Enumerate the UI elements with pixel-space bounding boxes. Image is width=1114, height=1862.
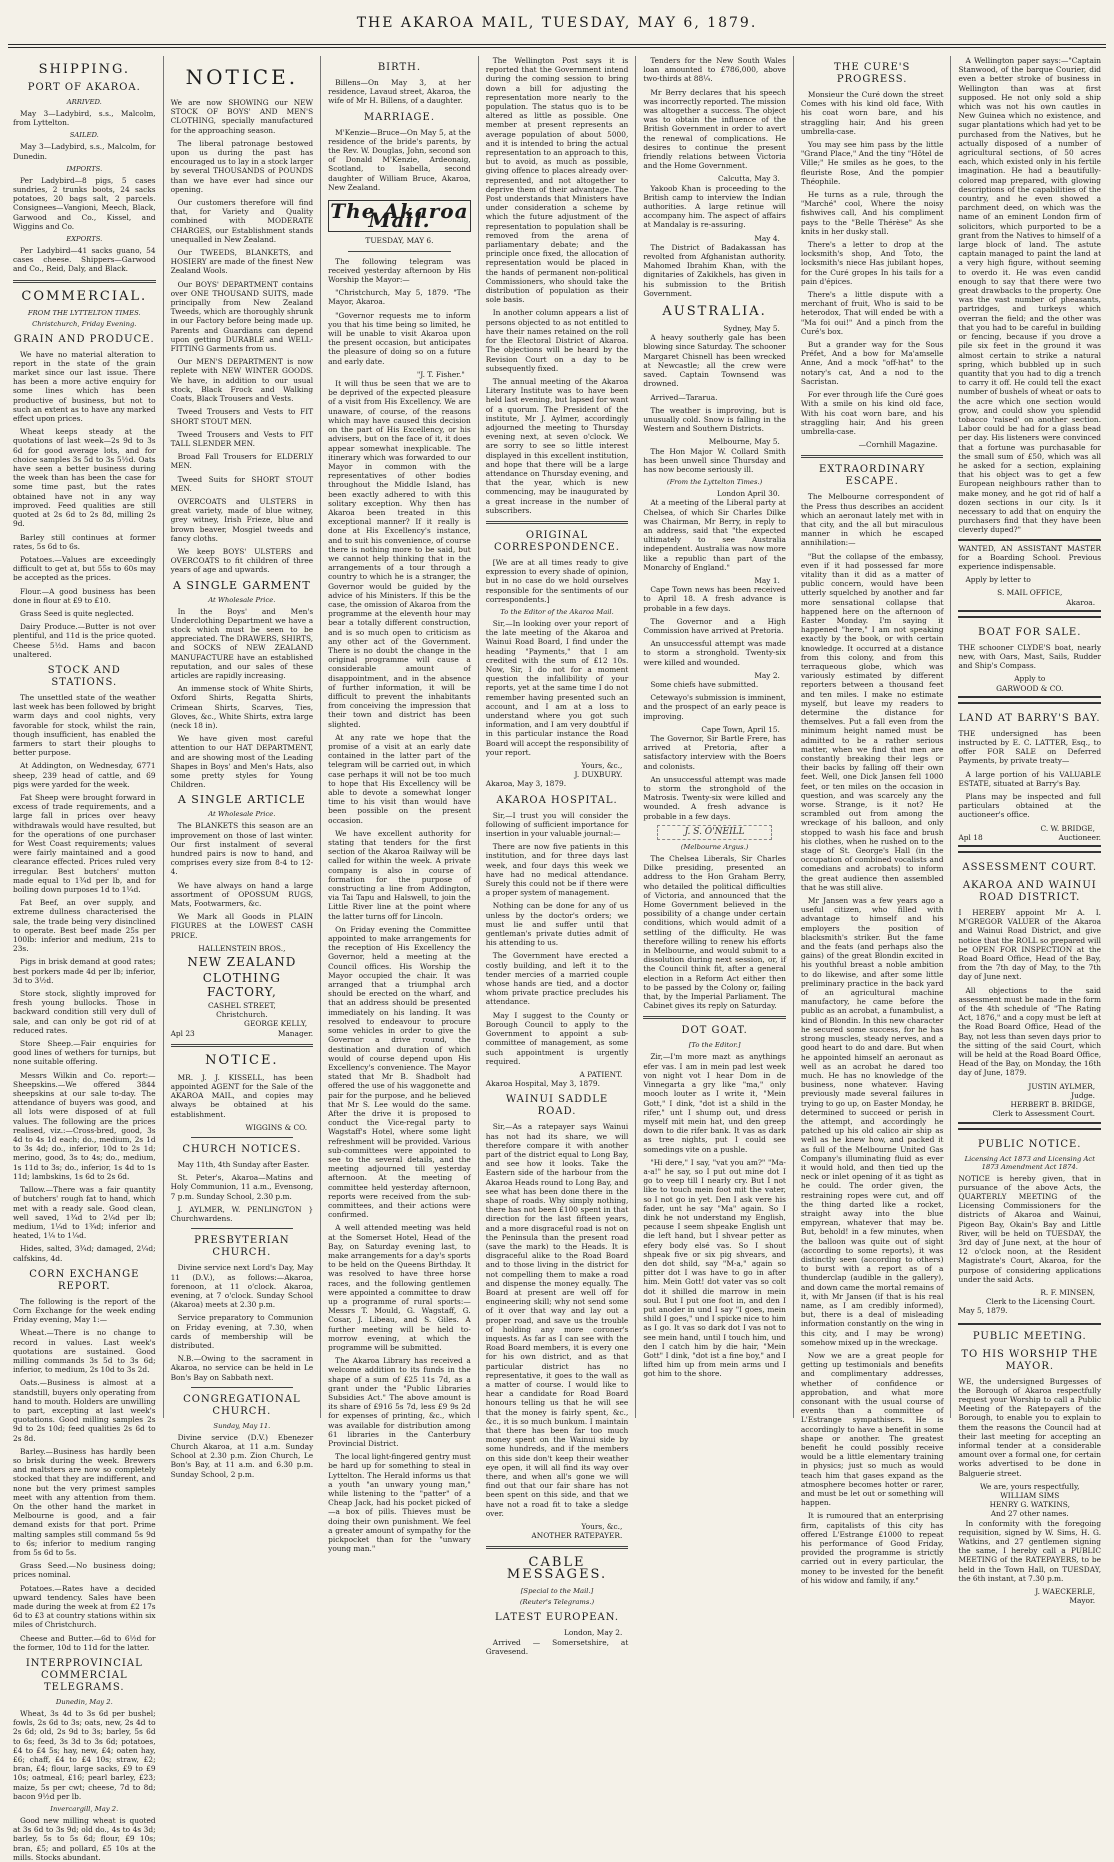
paragraph: Apply by letter to [965,575,1031,585]
sub-dateline: Sunday, May 11. [213,1421,271,1430]
paragraph: Good new milling wheat is quoted at 3s 6d to 3s 9d; old do., 4s to 4s 3d; barley, 5s to 5s 6d; flour, £9 10s; bran, £5; and pollard, £5 10s at the mills. Stocks abundant. [13,1816,156,1862]
paragraph: Wheat keeps steady at the quotations of last week—2s 9d to 3s 6d for good average lots, and for choice samples 3s 5d to 3s 5½d. Oats have seen a better business during the week than has been the case for some time past, but the rates obtained have not in any way improved. Feed qualities are still quoted at 2s 6d to 2s 8d, milling 2s 9d. [13,427,156,529]
verse: For ever through life the Curé goes With a smile on his kind old face, With his coat worn bare, and his straggling hair, And his green umbrella-case. [800,390,944,436]
sub-source: (Melbourne Argus.) [680,843,749,852]
dateline: Cape Town, April 15. [701,724,780,734]
paragraph: May I suggest to the County or Borough Council to apply to the Government to appoint a sub-committee of management, as some such appointment is urgently required. [485,1010,629,1066]
paragraph: "But the collapse of the embassy, even if it had possessed far more vitality than it did as a matter of public concern, would have been utterly squelched by another and far more sensational collapse that happened here on the afternoon of Easter Monday. I'm saying it happened "here," I am not speaking exactly by the book, or with certain knowledge. It occurred at a distance from this colony, and from this terraqueous globe, which was variously estimated by different reporters between a thousand feet and ten miles. I make no estimate myself, but leave my readers to determine the distance for themselves. Put a fall even from the minimum height named must be admitted to be a rather serious matter, when we find that men are constantly breaking their legs or their backs by falling off their own feet. Well, one Dick Jansen fell 1000 feet, or ten miles on the occasion in question, and was scarcely any the worse. Strange, is it not? He scrambled out from among the wreckage of his balloon, and only stopped to wash his face and brush his clothes, when he rushed on to the stage of St. George's Hall (in the occupation of combined vocalists and comedians and acrobats) to inform the great audience then assembled that he was still alive. [800,551,944,892]
separator [643,1016,786,1019]
dateline: Sydney, May 5. [723,324,780,334]
masthead-rule [8,44,1106,45]
paragraph: Fat Beef, an over supply, and extreme dullness characterised the sale, the trade being very disinclined to operate. Best beef made 25s per 100lb: inferior and medium, 21s to 23s. [13,898,156,954]
paragraph: Arrived—Tararua. [650,392,718,402]
column-6 [794,56,952,1585]
telegram-signature: "J. T. Fisher." [416,369,465,379]
paragraph: The Governor and a High Commission have arrived at Pretoria. [643,616,786,635]
signature: WILLIAM SIMS [1000,1490,1060,1500]
paragraph: Nothing can be done for any of us unless by the doctor's orders; we must lie and suffer until that gentleman's private duties admit of his attending to us. [485,901,629,948]
verse: Monsieur the Curé down the street Comes with his kind old face, With his coat worn bare, and his straggling hair, And his green umbrella-case. [800,90,944,136]
issue-date: TUESDAY, MAY 6. [365,236,434,246]
heading-cure: THE CURE'S PROGRESS. [833,62,911,85]
sub-reuter: (Reuter's Telegrams.) [519,1598,595,1607]
paragraph: THE schooner CLYDE'S boat, nearly new, with Oars, Mast, Sails, Rudder and Ship's Compass. [958,642,1102,671]
column-1 [6,56,164,1862]
separator [13,280,156,283]
ad-wanted-text: WANTED, AN ASSISTANT MASTER for a Boarding School. Previous experience indispensable. [958,543,1102,571]
paragraph: Our BOYS' DEPARTMENT contains over ONE THOUSAND SUITS, made principally from New Zealand Tweeds, which are thoroughly shrunk in our Factory before being made up. Parents and Guardians can depend upon getting DURABLE and WELL-FITTING Garments from us. [170,279,314,354]
paragraph: A large portion of his VALUABLE ESTATE, situated at Barry's Bay. [958,769,1102,788]
heading-correspondence: ORIGINAL CORRESPONDENCE. [494,529,620,553]
paragraph: Store stock, slightly improved for fresh young bullocks. Those in backward condition still very dull of sale, and can only be got rid of at reduced rates. [13,989,156,1035]
heading-birth: BIRTH. [377,62,422,73]
paragraph: The Chelsea Liberals, Sir Charles Dilke presiding, presented an address to the Hon Graham Berry, who detailed the political difficulties of Victoria, and announced that the Home Government believed in the possibility of a change under certain conditions, which would admit of a settling of the difficulty. He was therefore willing to renew his efforts in Melbourne, and would submit to a dissolution during next session, or, if the Council think fit, after a general election in a Reform Act either then to be passed by the Colony or, failing that, by the Imperial Parliament. The Cabinet gives its reply on Saturday. [643,854,786,1011]
paragraph: J. AYLMER, W. PENLINGTON } Churchwardens. [170,1204,314,1224]
paragraph: We have excellent authority for stating that tenders for the first section of the Akaroa Railway will be called for within the week. A private company is also in course of formation for the purpose of constructing a line from Addington, via Tai Tapu and Halswell, to join the Little River line at the point where the latter turns off for Lincoln. [328,828,471,921]
paragraph: In another column appears a list of persons objected to as not entitled to have their names retained on the roll for the Electoral District of Akaroa. The objections will be heard by the Revision Court on a day to be subsequently fixed. [485,308,629,373]
heading-hospital: AKAROA HOSPITAL. [496,794,618,806]
signature: JUSTIN AYLMER, [1028,1081,1096,1091]
paragraph: MR. J. J. KISSELL, has been appointed AGENT for the Sale of the AKAROA MAIL, and copies may always be obtained at his establishment. [170,1072,314,1119]
heading-boat: BOAT FOR SALE. [978,626,1082,638]
paragraph: We are now SHOWING our NEW STOCK OF BOYS' AND MEN'S CLOTHING, specially manufactured for the approaching season. [170,98,314,135]
ad-title: Auctioneer. [1058,832,1102,842]
heading-stock: STOCK AND STATIONS. [47,664,121,688]
signature-row [171,1029,314,1038]
paragraph: Messrs Wilkin and Co. report:—Sheepskins.—We offered 3844 sheepskins at our sale to-day. The attendance of buyers was good, and all lots were disposed of at full values. The following are the prices realised, viz.:—Cross-bred, good, 3s 4d to 4s 1d each; do., medium, 2s 1d to 3s 4d; do., inferior, 10d to 2s 1d; merino, good, 3s to 4s; do., medium, 1s 11d to 3s; do., inferior, 1s 4d to 1s 11d; lambskins, 1s 6d to 2s 6d. [13,1070,156,1181]
paragraph: All objections to the said assessment must be made in the form of the 4th schedule of "The Rating Act, 1876," and a copy must be left at the Road Board Office, Head of the Bay, not less than seven days prior to the sitting of the said Court, which will be held at the Road Board Office, Head of the Bay, on Monday, the 16th day of June, 1879. [958,985,1102,1078]
paragraph: A heavy southerly gale has been blowing since Saturday. The schooner Margaret Chisnell has been wrecked at Newcastle; all the crew were saved. Captain Townsend was drowned. [643,333,786,389]
letter-date: Akaroa, May 3, 1879. [485,779,567,789]
heading-notice: NOTICE. [185,65,299,89]
paragraph: Service preparatory to Communion on Friday evening, at 7.30, when cards of membership will be distributed. [170,1313,314,1350]
heading-commercial: COMMERCIAL. [21,288,148,304]
paragraph: Sir,—As a ratepayer says Wainui has not had its share, we will therefore compare it with another part of the district equal to Long Bay, and see how it looks. Take the Eastern side of the harbour from the Akaroa Heads round to Long Bay, and see what has been done there in the shape of roads. Why simply nothing, there has not been £100 spent in that direction for the last fifteen years, and a more disgraceful road is not on the Peninsula than the present road (save the mark) to the Heads. It is disgraceful alike to the Road Board and to those living in the district for not compelling them to make a road and dispense the money equally. The Board at present are well off for engineering skill; why not send some of it over that way and lay out a proper road, and save us the trouble of holding any more coroner's inquests. As far as I can see with the Road Board members, it is every one for his own district, and as that particular district has no representative, it goes to the wall as a matter of course. I would like to hear a candidate for Road Board honours telling us that he will see that the money is fairly spent, &c., &c., it is so much bunkum. I maintain that there has been far too much money spent on the Wainui side by some hundreds, and if the members on this side don't keep their weather eye open, it will all find its way over there, and when all's gone we will find out that our fair share has not been spent on this side, and that we have not a road fit to take a sledge over. [485,1122,629,1518]
ad-land [958,702,1101,847]
heading-intercol: INTERPROVINCIAL COMMERCIAL TELEGRAMS. [25,1658,143,1694]
paragraph: We have always on hand a large assortment of OPOSSUM RUGS, Mats, Footwarmers, &c. [170,880,314,909]
paragraph: Sir,—In looking over your report of the late meeting of the Akaroa and Wainui Road Board, I find under the heading "Payments," that I am credited with the sum of £12 10s. Now, Sir, I do not for a moment question the infallibility of your reports, yet at the same time I do not remember having presented such an account, and I am at a loss to understand where you got such information, and I am very doubtful if in this particular instance the Road Board will accept the responsibility of your report. [485,618,629,757]
dateline: Melbourne, May 5. [708,437,780,447]
paragraph: A well attended meeting was held at the Somerset Hotel, Head of the Bay, on Saturday evening last, to make arrangements for a day's sports to be held on the Queens Birthday. It was resolved to have three horse races, and the following gentlemen were appointed a committee to draw up a programme of rural sports:—Messrs T. Mould, G. Wagstaff, G. Cosar, J. Libeau, and S. Giles. A further meeting will be held to-morrow evening, at which the programme will be submitted. [328,1223,471,1352]
paragraph: Tallow.—There was a fair quantity of butchers' rough fat to hand, which met with a ready sale. Good clean, well saved, 1¾d to 2¼d per lb; medium, 1¼d to 1¾d; inferior and heated, 1¼ to 1¼d. [13,1185,156,1241]
ad-place: Akaroa. [1066,597,1096,607]
paragraph: Mr Berry declares that his speech was incorrectly reported. The mission was altogether a success. The object was to obtain the influence of the British Government in order to avert the renewal of complications. He desires to continue the present friendly relations between Victoria and the Home Government. [643,87,786,171]
factory-name-line1: NEW ZEALAND [187,955,297,970]
paragraph: Potatoes.—Values are exceedingly difficult to get at, but 55s to 60s may be accepted as the prices. [13,554,156,583]
ad-public-notice [958,1128,1101,1325]
paragraph: The Hon Major W. Collard Smith has been unwell since Thursday and has now become seriously ill. [643,446,786,474]
masthead-rule-lower [8,47,1106,48]
paragraph: Tweed Trousers and Vests to FIT TALL SLENDER MEN. [170,429,314,448]
paragraph: The BLANKETS this season are an improvement on those of last winter. Our first instalment of several hundred pairs is now to hand, and comprises every size from 8-4 to 12-4. [170,821,314,877]
heading-shipping: SHIPPING. [38,62,130,77]
paragraph: Tweed Trousers and Vests to FIT SHORT STOUT MEN. [170,407,314,426]
signature: R. F. MINSEN, [1040,1287,1096,1297]
sub-source: (From the Lyttelton Times.) [666,478,763,487]
paragraph: There are now five patients in this institution, and for three days last week, and four days this week we have had no medical attendance. Surely this could not be if there were a proper system of management. [485,842,629,898]
paragraph: The Governor, Sir Bartle Frere, has arrived at Pretoria, after a satisfactory interview with the Boers and colonists. [643,734,786,771]
paragraph: We Mark all Goods in PLAIN FIGURES at the LOWEST CASH PRICE. [170,912,314,940]
letter-closing: Yours, &c., [581,1522,623,1532]
heading-single-article: A SINGLE ARTICLE [177,793,306,807]
paragraph: Grass Seed is quite neglected. [20,608,134,618]
paragraph: May 3—Ladybird, s.s., Malcolm, for Dunedin. [13,142,156,161]
ad-apply: Apply to [1014,674,1046,684]
column-7 [951,56,1108,1606]
heading-corn: CORN EXCHANGE REPORT. [29,1268,140,1292]
factory-name-line2: CLOTHING FACTORY, [202,971,282,1000]
column-2 [164,56,322,1479]
paragraph: In conformity with the foregoing requisition, signed by W. Sims, H. G. Watkins, and 27 gentlemen signing the same, I hereby call a PUBLIC MEETING of the RATEPAYERS, to be held in the Town Hall, on TUESDAY, the 6th instant, at 7.30 p.m. [958,1518,1102,1583]
paragraph: The District of Badakassan has revolted from Afghanistan authority. Mahomed Ibrahim Khan, with the dignitaries of Zakikhels, has given in his submission to the British Government. [643,242,786,298]
sub-editor: To the Editor of the Akaroa Mail. [500,607,614,616]
signature: HENRY G. WATKINS, [989,1500,1070,1510]
paragraph: At Addington, on Wednesday, 6771 sheep, 239 head of cattle, and 69 pigs were yarded for the week. [13,761,156,789]
ad-contact: S. MAIL OFFICE, [997,588,1063,598]
separator [191,1228,294,1229]
heading-presbyterian: PRESBYTERIAN CHURCH. [194,1235,290,1259]
letter-signature: ANOTHER RATEPAYER. [531,1531,623,1541]
paragraph: Tenders for the New South Wales loan amounted to £786,000, above two-thirds at 88¼. [643,56,786,84]
heading-church: CHURCH NOTICES. [182,1144,302,1156]
heading-public-meeting: PUBLIC MEETING. [972,1330,1087,1342]
dateline: May 1. [754,575,780,585]
columns [6,56,1108,1862]
paragraph: OVERCOATS and ULSTERS in great variety, made of blue witney, grey witney, Irish Frieze, blue and brown beaver, Mosgiel tweeds and fancy cloths. [170,496,314,543]
paragraph: We have no material alteration to report in the state of the grain market since our last issue. There has been a more active enquiry for some lines which has been productive of business, but not to such an extent as to have any marked effect upon prices. [13,349,156,424]
paragraph: The weather is improving, but is unusually cold. Snow is falling in the Western and Southern Districts. [643,405,786,434]
paragraph: We have given most careful attention to our HAT DEPARTMENT, and are showing most of the Leading Shapes in Boys' and Men's Hats, also some pretty styles for Young Children. [170,734,314,790]
paragraph: [We are at all times ready to give expression to every shade of opinion, but in no case do we hold ourselves responsible for the sentiments of our correspondents.] [485,557,629,604]
paragraph: St. Peter's, Akaroa—Matins and Holy Communion, 11 a.m., Evensong, 7 p.m. Sunday School, 2.30 p.m. [170,1173,314,1201]
masthead: THE AKAROA MAIL, TUESDAY, MAY 6, 1879. [356,15,758,31]
heading-road-district: AKAROA AND WAINUI ROAD DISTRICT. [962,880,1097,904]
paragraph: Arrived — Somersetshire, at Gravesend. [485,1637,629,1656]
verse: He turns as a rule, through the "Marché" cool, Where the noisy fishwives call, And his compliment pays to the "Belle Thérèse" As she knits in her dusky stall. [800,190,944,236]
heading-dot-goat: DOT GOAT. [681,1025,748,1037]
paragraph: Mr Jansen was a few years ago a useful citizen, who filled with advantage to himself and his employers the position of blacksmith's striker. But the fame and the feats (and perhaps also the gains) of the great Blondin excited in his youthful breast a noble ambition to do likewise, and after some little preliminary practice in the back yard of an agricultural machine manufactory, he came before the public as an acrobat, a funambulist, a kind of Blondin. In this new character he secured some success, for he has strong muscles, steady nerves, and a good heart to do and dare. But when he appointed himself an aeronaut as well as an acrobat he dared too much. He has no knowledge of the business, none whatever. Having previously made several failures in trying to go up, on Easter Monday, he determined to succeed or perish in the attempt, and accordingly he patched up his old calico air ship as well as he knew how, and packed it as full of the Melbourne United Gas Company's illuminating fluid as ever it would hold, and then tied up the neck or inlet opening of it as tight as he could. The order given, the restraining ropes were cut, and off the thing darted like a rocket, straight away into the blue empyrean, whatever that may be. But, behold! in a few minutes, when the balloon was quite out of sight (according to some reports), it was distinctly seen (according to others) to burst with a report as of a thunderclap (audible in the gallery), and down came the mortal remains of it, with Mr Jansen (if that is his real name, as I am credibly informed), but, there is a deal of misleading information constantly on the wing in this city, and I may be wrong) somehow mixed up in the wreckage. [800,896,944,1347]
paragraph: The Melbourne correspondent of the Press thus describes an accident which an aeronaut lately met with in that city, and the all but miraculous manner in which he escaped annihilation:— [800,492,944,548]
agent-firm: WIGGINS & CO. [245,1122,308,1132]
firm-name: HALLENSTEIN BROS., [198,943,286,953]
paragraph: Grass Seed.—No business doing; prices nominal. [13,1561,156,1580]
separator [486,1546,629,1549]
sub-imports: IMPORTS. [66,164,103,173]
paragraph: The local light-fingered gentry must be hard up for something to steal in Lyttelton. The Herald informs us that a youth "an unwary young man," while listening to the "patter" of a Cheap Jack, had his pocket picked of—a box of pills. Thieves must be doing their own punishment. We feel a greater amount of sympathy for the pickpocket than for the "unwary young man." [328,1452,471,1554]
sub-dateline: Christchurch, Friday Evening. [32,319,137,328]
paragraph: Fat Sheep were brought forward in excess of trade requirements, and a large fall in prices over heavy withdrawals would have resulted, but for the operations of one purchaser for West Coast requirements; values were fairly maintained and a good clearance effected. Prices ruled very irregular. Best butchers' mutton made equal to 1¾d per lb, and for boiling down purposes 1d to 1¼d. [13,792,156,894]
separator [801,455,944,458]
sub-wholesale: At Wholesale Price. [208,595,276,604]
sub-exports: EXPORTS. [66,235,103,244]
sub-dateline: Dunedin, May 2. [55,1698,113,1707]
paragraph: Now we are a great people for getting up testimonials and benefits and complimentary addresses, whether of confidence or approbation, and what more consonant with the usual course of events than a committee of L'Estrange sympathisers. He is accordingly to have a benefit in some shape or another. The greatest benefit he could possibly receive would be a little elementary training in physics; just so much as would teach him that gases expand as the atmosphere becomes hotter or rarer, and must be let out or something will happen. [800,1351,944,1508]
ad-contact: GARWOOD & CO. [996,683,1064,693]
verse: But a grander way for the Sous Préfet, And a bow for Ma'amselle Anne, And a mock "off-hat" to the notary's cat, And a nod to the Sacristan. [800,340,944,386]
paragraph: WE, the undersigned Burgesses of the Borough of Akaroa respectfully request your Worship to call a Public Meeting of the Ratepayers of the Borough, to enable you to explain to them the reasons the Council had at their last meeting for accepting an informal tender at a considerable amount over a formal one, for certain works advertised to be done in Balguerie street. [958,1376,1102,1478]
paragraph: Store Sheep.—Fair enquiries for good lines of wethers for turnips, but none suitable offering. [13,1039,156,1067]
sub-sailed: SAILED. [69,131,99,140]
paragraph: An unsuccessful attempt was made to storm the stronghold of the Matrosis. Twenty-six were killed and wounded. A fresh advance is probable in a few days. [643,774,786,821]
paragraph: Dairy Produce.—Butter is not over plentiful, and 11d is the price quoted. Cheese 5½d. Hams and bacon unaltered. [13,622,156,659]
dateline: May 2. [754,670,780,680]
sub-arrived: ARRIVED. [66,98,102,106]
sub-dateline: Invercargill, May 2. [50,1805,119,1814]
signature-title: Mayor. [1069,1596,1096,1606]
ad-date: Apl 18 [958,832,983,842]
separator [191,1387,294,1388]
ad-boat [958,616,1101,698]
column-4 [479,56,637,1656]
paragraph: Yakoob Khan is proceeding to the British camp to interview the Indian authorities. A large retinue will accompany him. The aspect of affairs at Mandalay is re-assuring. [643,183,786,230]
paragraph: The Government have erected a costly building, and left it to the tender mercies of a married couple whose hands are tied, and a doctor whom private practice precludes his attendance. [485,951,629,1007]
heading-latest: LATEST EUROPEAN. [495,1612,620,1624]
paragraph: The following telegram was received yesterday afternoon by His Worship the Mayor:— [328,256,471,285]
paragraph: Tweed Suits for SHORT STOUT MEN. [170,474,314,493]
paragraph: N.B.—Owing to the sacrament in Akaroa, no service can be held in Le Bon's Bay on Sabbath next. [170,1354,314,1382]
sub-licensing: Licensing Act 1873 and Licensing Act 1873 Amendment Act 1874. [964,1154,1095,1171]
paragraph: At a meeting of the Liberal party at Chelsea, of which Sir Charles Dilke was Chairman, Mr Berry, in reply to an address, said that "the expected ultimately to see Australia independent. Australia was now more like a republic than part of the Monarchy of England." [643,498,786,572]
paragraph: On Friday evening the Committee appointed to make arrangements for the reception of His Excellency the Governor, held a meeting at the Council offices. His Worship the Mayor occupied the chair. It was arranged that a triumphal arch should be erected on the wharf, and that an address should be presented immediately on his landing. It was resolved to endeavour to procure some vehicles in order to give the Governor a drive round, the destination and duration of which would of course depend upon His Excellency's convenience. The Mayor stated that Mr B. Shadbolt had offered the use of his waggonette and pair for the purpose, and he believed that Mr S. Lee would do the same. After the drive it is proposed to conduct the Vice-regal party to Wagstaff's Hotel, where some light refreshment will be provided. Various sub-committees were appointed to see to the several details, and the meeting adjourned till yesterday afternoon. At the meeting of committee held yesterday afternoon, reports were received from the sub-committees, and their actions were confirmed. [328,924,471,1220]
paragraph: Broad Fall Trousers for ELDERLY MEN. [170,452,314,471]
separator [171,1044,314,1047]
paragraph: The liberal patronage bestowed upon us during the past has encouraged us to lay in a stock larger by several THOUSANDS of POUNDS than we have ever had since our opening. [170,138,314,194]
signature: J. WAECKERLE, [1035,1587,1096,1597]
heading-cable: CABLE MESSAGES. [506,1555,608,1583]
separator [486,521,629,524]
signature: And 27 other names. [990,1509,1069,1519]
paragraph: The annual meeting of the Akaroa Literary Institute was to have been held last evening, but lapsed for want of a quorum. The President of the institute, Mr J. Aylmer, accordingly adjourned the meeting to Thursday evening next, at seven o'clock. We are sorry to see so little interest displayed in this excellent institution, and hope that there will be a large attendance on Thursday evening, and that the year, which is new commencing, may be inaugurated by a great increase in the number of subscribers. [485,376,629,515]
paragraph: Wheat.—There is no change to record in values. Last week's quotations are sustained. Good milling commands 3s 5d to 3s 6d; inferior, to medium, 2s 10d to 3s 2d. [13,1328,156,1375]
sub-source: FROM THE LYTTELTON TIMES. [27,308,141,317]
ad-wanted [958,539,1101,612]
paragraph: A Wellington paper says:—"Captain Stanwood, of the barque Courier, did even a better stroke of business in Wellington than was at first supposed. He not only sold a ship which was not his own cautles in New Guinea which no existence, and sugar plantations which had yet to be purchased from the Natives, but he actually disposed of a number of agricultural sections, of 50 acres each, which existed only in his fertile imagination. He had a beautifully-colored map prepared, with glowing descriptions of the capabilities of the country, and he even showed a parchment deed, on which was the name of an eminent London firm of solicitors, which purported to be a grant from the Natives to himself of a large block of land. The astute captain managed to paint the land at a very high figure, without seeming to overdo it. He was even candid enough to say that there were two great drawbacks to the property. One was the vast number of pheasants, partridges, and turkeys which overran the field; and the other was that you had to be careful in building or fencing, because if you drove a pile six feet in the ground it was almost certain to strike a natural spring, which bubbled up in such quantity that you had to dig a trench to carry it off. He could tell the exact number of bushels of wheat or oats to the acre which one section would grow, and could show you splendid tobacco 'raised' on another section. Labor could be had for a glass bead per day. His listeners were convinced that a fortune was purchasable for the small sum of £50, which was all he asked for a section, explaining that his object was to get a few European neighbours rather than to make money, and he got rid of half a dozen sections in our city. Is it necessary to add that on enquiry the purchasers find that they have been cleverly duped?" [958,56,1102,535]
paragraph: "Hi dere," I say, "vat you am?" "Ma-a-a!" he say, so I put out mine dot I go to veep till I nearly cry. But I not like to touch mein foot mit the vater, so I not go in yet. Den I ask vere his fader, unt he say "Ma" again. So I dink he not understand my English, pecause I seem shpeake English unt die left hand, but I shvear petter as efery body elsé vas. So I shout shpeak five or six pig shvears, and den dot shild, say "M-a," again so pitter dot I was have to go in after him. Mein Gott! dot vater vas so colt dot it shilled die marrow in mein soul. But I put one foot in, and den I put anoder in und I say "I goes, mein shild I goes," und I spicke nice to him as I go. It vas so dark dot I vas not to see mein hand, until I touch him, und den I catch him by die hair, "Mein Gott" I dink, "dot ist a fine boy," and I lifted him up from mein arms und I got him to the shore. [643,1157,786,1379]
paragraph: Our customers therefore will find that, for Variety and Quality combined with MODERATE CHARGES, our Establishment stands unequalled in New Zealand. [170,198,314,244]
heading-congregational: CONGREGATIONAL CHURCH. [183,1393,301,1417]
paragraph: Pigs in brisk demand at good rates; best porkers made 4d per lb; inferior, 3d to 3½d. [13,957,156,985]
signature-title: Judge. [1071,1090,1096,1100]
heading-land: LAND AT BARRY'S BAY. [958,712,1101,724]
heading-grain: GRAIN AND PRODUCE. [13,333,155,345]
dateline: London, May 2. [564,1628,623,1638]
library-stamp: J. S. O'NEILL [657,825,772,840]
separator [191,1137,294,1138]
ad-contact: C. W. BRIDGE, [1040,823,1096,833]
paragraph: We keep BOYS' ULSTERS and OVERCOATS to fit children of three years of age and upwards. [170,546,314,575]
paragraph: Plans may be inspected and full particulars obtained at the auctioneer's office. [958,792,1102,820]
verse: There's a letter to drop at the locksmith's shop, And Toto, the locksmith's niece Has jubilant hopes, for the Curé gropes In his tails for a pain d'épices. [800,240,944,286]
signature-title: Clerk to the Licensing Court. [985,1297,1096,1307]
paragraph: At any rate we hope that the promise of a visit at an early date contained in the latter part of the telegram will be carried out, in which case perhaps it will not be too much to hope that His Excellency will be able to devote a somewhat longer time to his visit than would have been possible on the present occasion. [328,732,471,825]
notice-date: May 5, 1879. [958,1306,1008,1316]
verse: You may see him pass by the little "Grand Place," And the tiny "Hôtel de Ville;" He smiles as he goes, to the fleuriste Rose, And the pompier Théophile. [800,140,944,186]
paragraph: Divine service (D.V.) Ebenezer Church Akaroa, at 11 a.m. Sunday School at 2.30 p.m. Zion Church, Le Bon's Bay, at 11 a.m. and 6.30 p.m. Sunday School, 2 p.m. [170,1432,314,1479]
paragraph: Barley still continues at former rates, 5s 6d to 6s. [13,532,156,551]
sub-wholesale: At Wholesale Price. [208,810,276,819]
ad-date: Apl 23 [170,1028,195,1038]
street-name: CASHEL STREET, [208,1001,276,1011]
signature-closing: We are, yours respectfully, [980,1481,1080,1491]
verse: There's a little dispute with a merchant of fruit, Who is said to be heterodox, That will ended be with a "Ma foi oui!" And a pinch from the Curé's box. [800,290,944,336]
paragraph: Cetewayo's submission is imminent, and the prospect of an early peace is improving. [643,693,786,721]
paragraph: Per Ladybird—41 sacks guano, 54 cases cheese. Shippers—Garwood and Co., Reid, Daly, and Black. [13,246,156,274]
dateline: Calcutta, May 3. [717,174,780,184]
paragraph: Cheese and Butter.—6d to 6½d for the former, 10d to 11d for the latter. [13,1633,156,1652]
paragraph: May 11th, 4th Sunday after Easter. [177,1160,310,1170]
separator [348,251,451,252]
sub-editor: [To the Editor.] [688,1041,741,1050]
paragraph: Sir,—I trust you will consider the following of sufficient importance for insertion in your valuable journal:— [485,810,629,839]
paragraph: Per Ladybird—8 pigs, 5 cases sundries, 2 trunks boots, 24 sacks potatoes, 20 bags salt, 2 parcels. Consignees—Vangioni, Meech, Black, Garwood and Co., Kissel, and Wiggins and Co. [13,175,156,231]
paragraph: I HEREBY appoint Mr A. I. M'GREGOR VALUER of the Akaroa and Wainui Road District, and give notice that the ROLL so prepared will be OPEN FOR INSPECTION at the Road Board Office, Head of the Bay, from the 7th day of May, to the 7th day of June next. [958,908,1102,982]
signature: HERBERT B. BRIDGE, [1010,1100,1096,1110]
paragraph: Flour.—A good business has been done in flour at £9 to £10. [13,586,156,605]
paragraph: M'Kenzie—Bruce—On May 5, at the residence of the bride's parents, by the Rev. W. Douglas, John, second son of Donald M'Kenzie, Ardeonaig, Scotland, to Isabella, second daughter of William Bruce, Akaroa, New Zealand. [328,127,471,192]
paragraph: THE undersigned has been instructed by E. C. LATTER, Esq., to offer FOR SALE on Deferred Payments, by private treaty— [958,728,1102,766]
heading-single-garment: A SINGLE GARMENT [172,578,311,592]
heading-escape: EXTRAORDINARY ESCAPE. [819,464,926,488]
heading-public-notice: PUBLIC NOTICE. [978,1138,1082,1150]
heading-to-mayor: TO HIS WORSHIP THE MAYOR. [961,1348,1099,1372]
paper-nameplate: The Akaroa Mail. [328,200,471,232]
paragraph: An immense stock of White Shirts, Oxford Shirts, Regatta Shirts, Crimean Shirts, Scarves, Ties, Gloves, &c., White Shirts, extra large (neck 18 in). [170,684,314,730]
paragraph: The Akaroa Library has received a welcome addition to its funds in the shape of a sum of £25 11s 7d, as a grant under the "Public Libraries Subsidies Act." The above amount is its share of £916 5s 7d, less £9 9s 2d for expenses of printing, &c., which was available for distribution among 61 libraries in the Canterbury Provincial District. [328,1356,471,1449]
signature-row [958,833,1101,842]
heading-wainui: WAINUI SADDLE ROAD. [505,1094,609,1118]
paragraph: "Christchurch, May 5, 1879. "The Mayor, Akaroa. [328,288,471,307]
column-3 [321,56,479,1554]
paragraph: Barley.—Business has hardly been so brisk during the week. Brewers and maltsters are now so completely stocked that they are indifferent, and none but the very primest samples meet with any attention from them. On the other hand the market in Melbourne is good, and a fair demand exists for that port. Prime malting samples still command 5s 9d to 6s; inferior to medium ranging from 5s 6d to 5s. [13,1446,156,1557]
paragraph: The Wellington Post says it is reported that the Government intend during the coming session to bring down a bill for adjusting the representation more nearly to the population. The status quo is to be altered as little as possible. One member at present represents an average population of about 5000, and it is intended to bring the actual representation to an approach to this, but to avoid, as much as possible, giving offence to places already over-represented, and not altogether to deprive them of their advantage. The Post understands that Ministers have under consideration a scheme by which the future adjustment of the representation to population shall be removed from the arena of parliamentary debate; and the principle once fixed, the allocation of representation would be placed in the hands of permanent non-political Commissioners, who should take the distribution of population as their sole basis. [485,56,629,305]
paragraph: Oats.—Business is almost at a standstill, buyers only operating from hand to mouth. Holders are unwilling to part, excepting at last week's quotations. Good milling samples 2s 9d to 2s 10d; feed qualities 2s 6d to 2s 8d. [13,1378,156,1443]
paragraph: It will thus be seen that we are to be deprived of the expected pleasure of a visit from His Excellency. We are unaware, of course, of the reasons which may have caused this decision on the part of His Excellency, or his advisers, but on the face of it, it does appear somewhat inexplicable. The itinerary which was forwarded to our Mayor in common with the representatives of other bodies throughout the Middle Island, has been exactly adhered to with this solitary exception. Why then has Akaroa been treated in this exceptional manner? If it really is done at His Excellency's instance, and to suit his convenience, of course there is nothing more to be said, but we cannot help thinking that in the arrangements of a tour through a country to which he is a stranger, the Governor would be guided by the advice of his Ministers. If this be the case, the omission of Akaroa from the programme at the eleventh hour may bear a totally different construction, and is so much open to criticism as any other act of the Government. There is no doubt the change in the original programme will cause a considerable amount of disappointment, and in the absence of further information, it will be difficult to prevent the inhabitants from conceiving the impression that their town and district has been slighted. [328,379,471,729]
manager-name: GEORGE KELLY, [244,1019,308,1029]
heading-port: PORT OF AKAROA. [27,82,141,93]
sub-special: [Special to the Mail.] [520,1587,594,1596]
letter-date: Akaroa Hospital, May 3, 1879. [485,1079,600,1089]
heading-australia: AUSTRALIA. [662,304,767,320]
paragraph: Divine service next Lord's Day, May 11 (D.V.), as follows:—Akaroa, forenoon, at 11 o'clock. Akaroa, evening, at 7 o'clock. Sunday School (Akaroa) meets at 2.30 p.m. [170,1263,314,1310]
ad-assessment [958,851,1101,1123]
signature-title: Clerk to Assessment Court. [992,1109,1096,1119]
paragraph: "Governor requests me to inform you that his time being so limited, he will be unable to visit Akaroa upon the present occasion, but anticipates the pleasure of doing so on a future and early date. [328,310,471,366]
letter-signature: J. DUXBURY. [574,770,623,780]
letter-closing: Yours, &c., [581,761,623,771]
paragraph: NOTICE is hereby given, that in pursuance of the above Acts, the QUARTERLY MEETING of the Licensing Commissioners for the districts of Akaroa and Wainui, Pigeon Bay, Okain's Bay and Little River, will be held on TUESDAY, the 3rd day of June next, at the hour of 12 o'clock noon, at the Resident Magistrate's Court, Akaroa, for the purpose of considering applications under the said Acts. [958,1173,1102,1284]
paragraph: Our TWEEDS, BLANKETS, and HOSIERY are made of the finest New Zealand Wools. [170,248,314,276]
paragraph: It is rumoured that an enterprising firm, capitalists of this city has offered L'Estrange £1000 to repeat his performance of Good Friday, provided the programme is strictly carried out in every particular, the money to be invested for the benefit of his widow and family, if any." [800,1511,944,1585]
city-name: Christchurch. [216,1010,268,1020]
manager-title: Manager. [277,1028,314,1038]
paragraph: In the Boys' and Men's Underclothing Department we have a stock which must be seen to be appreciated. The DRAWERS, SHIRTS, and SOCKS of NEW ZEALAND MANUFACTURE have an established reputation, and our sales of these articles are rapidly increasing. [170,606,314,680]
verse-source: —Cornhill Magazine. [858,440,938,450]
letter-signature: A PATIENT. [579,1069,623,1079]
paragraph: The unsettled state of the weather last week has been followed by bright warm days and cool nights, very favorable for stock, whilst the rain, though insufficient, has enabled the farmers to start their ploughs to better purpose. [13,692,156,758]
paragraph: Wheat, 3s 4d to 3s 6d per bushel; fowls, 2s 6d to 3s; oats, new, 2s 4d to 2s 6d; old, 2s 9d to 3s; barley, 5s 6d to 6s; feed, 3s 3d to 3s 6d; potatoes, £4 to £4 5s; hay, new, £4; oaten hay, £6; chaff, £4 to £4 10s; straw, £2; bran, £4; flour, large sacks, £9 to £9 10s; oatmeal, £16; pearl barley, £23; maize, 5s per cwt; cheese, 7d to 8d; bacon 9½d per lb. [13,1709,156,1801]
heading-marriage: MARRIAGE. [363,111,436,123]
paragraph: Hides, salted, 3¾d; damaged, 2¼d; calfskins, 4d. [13,1244,156,1263]
heading-assessment: ASSESSMENT COURT. [962,862,1098,874]
paragraph: An unsuccessful attempt was made to storm a stronghold. Twenty-six were killed and wounded. [643,639,786,667]
column-5 [636,56,794,1418]
heading-notice-2: NOTICE. [205,1052,279,1068]
paragraph: Zir,—I'm more mazt as anythings efer vas. I am in mein pad lest week von night vot I hear Dom in de Vinnegarta a gry like "ma," only mooch louter as I write it, "Mein Gott," I dink, "dot ist a shild in the rifer," unt I shump out, und dress myself mit mein hat, und den greep down to die rifer bank. It vas as dark as tree nights, put I could see somedings vite on a pushle. [643,1052,786,1154]
paragraph: Cape Town news has been received to April 18. A fresh advance is probable in a few days. [643,585,786,613]
paragraph: The following is the report of the Corn Exchange for the week ending Friday evening, May 1:— [13,1296,156,1325]
paragraph: Billens—On May 3, at her residence, Lavaud street, Akaroa, the wife of Mr H. Billens, of a daughter. [328,78,471,106]
paragraph: Our MEN'S DEPARTMENT is now replete with NEW WINTER GOODS. We have, in addition to our usual stock, Black Frock and Walking Coats, Black Trousers and Vests. [170,357,314,404]
paragraph: May 3—Ladybird, s.s., Malcolm, from Lyttelton. [13,109,156,128]
dateline: London April 30. [717,489,780,499]
dateline: May 4. [754,233,780,243]
paragraph: Potatoes.—Rates have a decided upward tendency. Sales have been made during the week at from £2 17s 6d to £3 at country stations within six miles of Christchurch. [13,1583,156,1630]
paragraph: Some chiefs have submitted. [650,679,759,689]
